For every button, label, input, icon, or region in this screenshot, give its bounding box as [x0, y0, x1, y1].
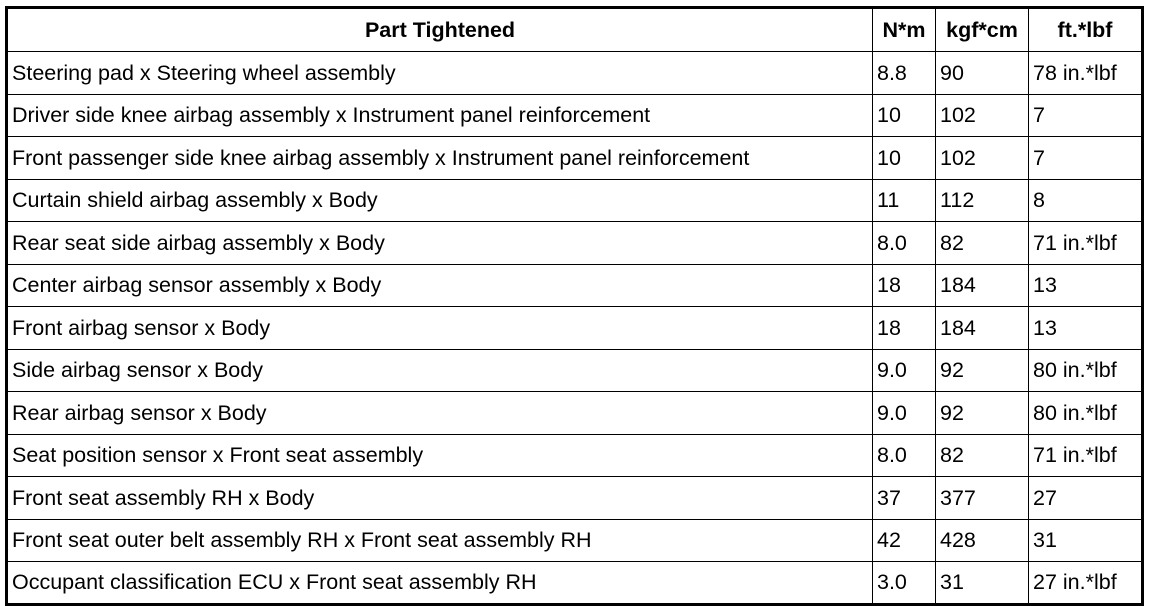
- cell-nm: 37: [873, 477, 936, 520]
- cell-part: Curtain shield airbag assembly x Body: [7, 179, 873, 222]
- cell-part: Seat position sensor x Front seat assembly: [7, 434, 873, 477]
- cell-ft-lbf: 7: [1029, 137, 1143, 180]
- cell-kgf-cm: 82: [936, 434, 1029, 477]
- cell-nm: 42: [873, 519, 936, 562]
- cell-nm: 9.0: [873, 392, 936, 435]
- cell-nm: 10: [873, 94, 936, 137]
- header-ft-lbf: ft.*lbf: [1029, 8, 1143, 52]
- cell-kgf-cm: 102: [936, 137, 1029, 180]
- cell-kgf-cm: 184: [936, 264, 1029, 307]
- table-row: [7, 477, 1143, 520]
- cell-part: Steering pad x Steering wheel assembly: [7, 52, 873, 95]
- cell-part: Occupant classification ECU x Front seat assembly RH: [7, 562, 873, 605]
- header-nm: N*m: [873, 8, 936, 52]
- table-row: [7, 349, 1143, 392]
- header-kgf-cm: kgf*cm: [936, 8, 1029, 52]
- table-body: [7, 52, 1143, 605]
- cell-ft-lbf: 13: [1029, 264, 1143, 307]
- table-row: [7, 434, 1143, 477]
- cell-ft-lbf: 27: [1029, 477, 1143, 520]
- cell-ft-lbf: 80 in.*lbf: [1029, 392, 1143, 435]
- cell-part: Side airbag sensor x Body: [7, 349, 873, 392]
- cell-kgf-cm: 184: [936, 307, 1029, 350]
- cell-part: Rear airbag sensor x Body: [7, 392, 873, 435]
- cell-ft-lbf: 71 in.*lbf: [1029, 222, 1143, 265]
- cell-ft-lbf: 80 in.*lbf: [1029, 349, 1143, 392]
- cell-nm: 11: [873, 179, 936, 222]
- cell-nm: 18: [873, 307, 936, 350]
- table-row: [7, 94, 1143, 137]
- table-row: [7, 222, 1143, 265]
- table-row: [7, 307, 1143, 350]
- cell-part: Front airbag sensor x Body: [7, 307, 873, 350]
- table-row: [7, 179, 1143, 222]
- cell-nm: 18: [873, 264, 936, 307]
- cell-nm: 10: [873, 137, 936, 180]
- cell-part: Front passenger side knee airbag assembly x Instrument panel reinforcement: [7, 137, 873, 180]
- cell-part: Center airbag sensor assembly x Body: [7, 264, 873, 307]
- cell-kgf-cm: 92: [936, 349, 1029, 392]
- torque-spec-table: [5, 6, 1144, 606]
- cell-part: Driver side knee airbag assembly x Instrument panel reinforcement: [7, 94, 873, 137]
- cell-nm: 8.0: [873, 434, 936, 477]
- cell-ft-lbf: 78 in.*lbf: [1029, 52, 1143, 95]
- cell-kgf-cm: 90: [936, 52, 1029, 95]
- cell-kgf-cm: 102: [936, 94, 1029, 137]
- header-part-tightened: Part Tightened: [7, 8, 873, 52]
- cell-kgf-cm: 428: [936, 519, 1029, 562]
- cell-ft-lbf: 8: [1029, 179, 1143, 222]
- cell-kgf-cm: 377: [936, 477, 1029, 520]
- cell-part: Front seat outer belt assembly RH x Front seat assembly RH: [7, 519, 873, 562]
- cell-nm: 3.0: [873, 562, 936, 605]
- cell-nm: 8.8: [873, 52, 936, 95]
- table-header: [7, 8, 1143, 52]
- cell-nm: 9.0: [873, 349, 936, 392]
- cell-ft-lbf: 13: [1029, 307, 1143, 350]
- table-row: [7, 519, 1143, 562]
- table-row: [7, 52, 1143, 95]
- cell-part: Rear seat side airbag assembly x Body: [7, 222, 873, 265]
- cell-kgf-cm: 92: [936, 392, 1029, 435]
- header-row: [7, 8, 1143, 52]
- cell-nm: 8.0: [873, 222, 936, 265]
- cell-ft-lbf: 27 in.*lbf: [1029, 562, 1143, 605]
- table-row: [7, 562, 1143, 605]
- cell-part: Front seat assembly RH x Body: [7, 477, 873, 520]
- table-row: [7, 264, 1143, 307]
- cell-ft-lbf: 71 in.*lbf: [1029, 434, 1143, 477]
- table-row: [7, 392, 1143, 435]
- cell-kgf-cm: 112: [936, 179, 1029, 222]
- table-row: [7, 137, 1143, 180]
- cell-ft-lbf: 7: [1029, 94, 1143, 137]
- cell-ft-lbf: 31: [1029, 519, 1143, 562]
- cell-kgf-cm: 82: [936, 222, 1029, 265]
- cell-kgf-cm: 31: [936, 562, 1029, 605]
